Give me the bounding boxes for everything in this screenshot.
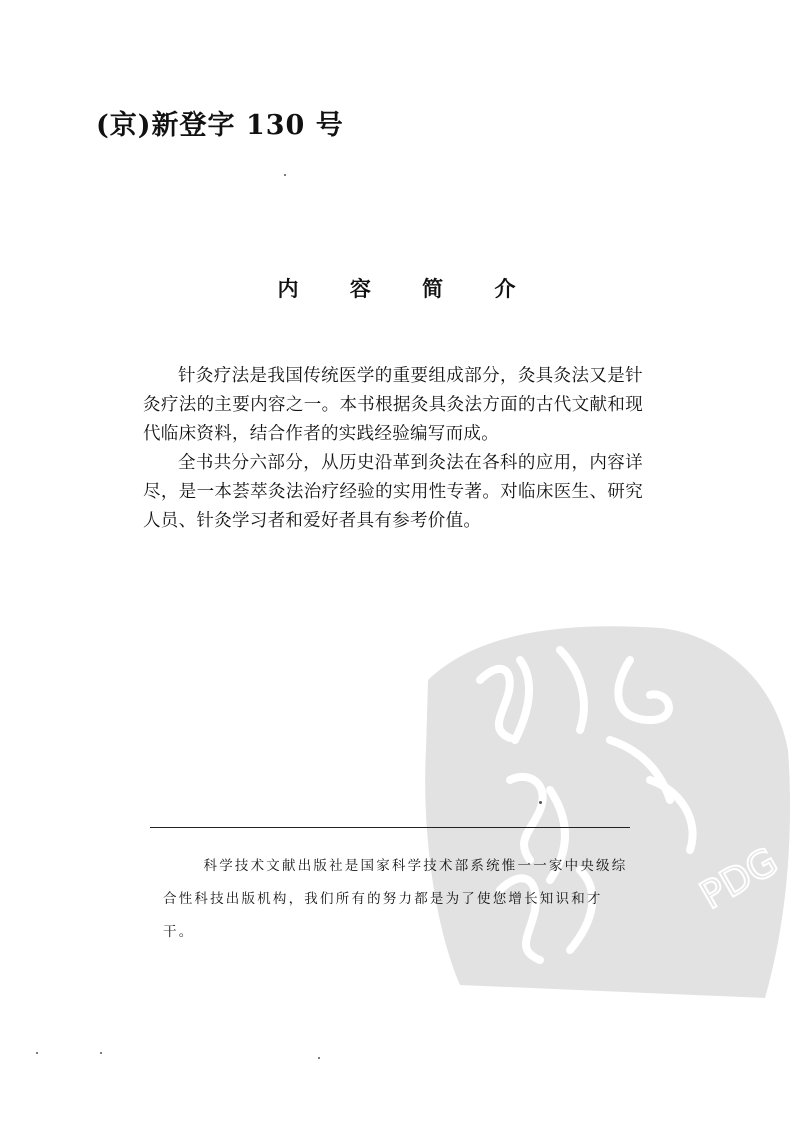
speck: [36, 1052, 38, 1054]
section-title: 内 容 简 介: [277, 276, 538, 301]
speck: [318, 1057, 320, 1059]
seal-text: PDG: [692, 838, 786, 918]
summary-text: [143, 362, 643, 536]
speck: [284, 174, 286, 176]
registration-number: (京)新登字 130 号: [96, 110, 344, 141]
summary-paragraph: 全书共分六部分，从历史沿革到灸法在各科的应用，内容详尽，是一本荟萃灸法治疗经验的实用性专著。对临床医生、研究人员、针灸学习者和爱好者具有参考价值。: [143, 453, 643, 531]
publisher-text: 科学技术文献出版社是国家科学技术部系统惟一一家中央级综合性科技出版机构，我们所有的努力都是为了使您增长知识和才干。: [163, 858, 628, 940]
speck: [100, 1052, 102, 1054]
speck: [539, 801, 542, 804]
summary-paragraph: 针灸疗法是我国传统医学的重要组成部分，灸具灸法又是针灸疗法的主要内容之一。本书根据灸具灸法方面的古代文献和现代临床资料，结合作者的实践经验编写而成。: [143, 366, 643, 444]
divider-line: [150, 827, 630, 828]
publisher-note: [163, 850, 629, 949]
